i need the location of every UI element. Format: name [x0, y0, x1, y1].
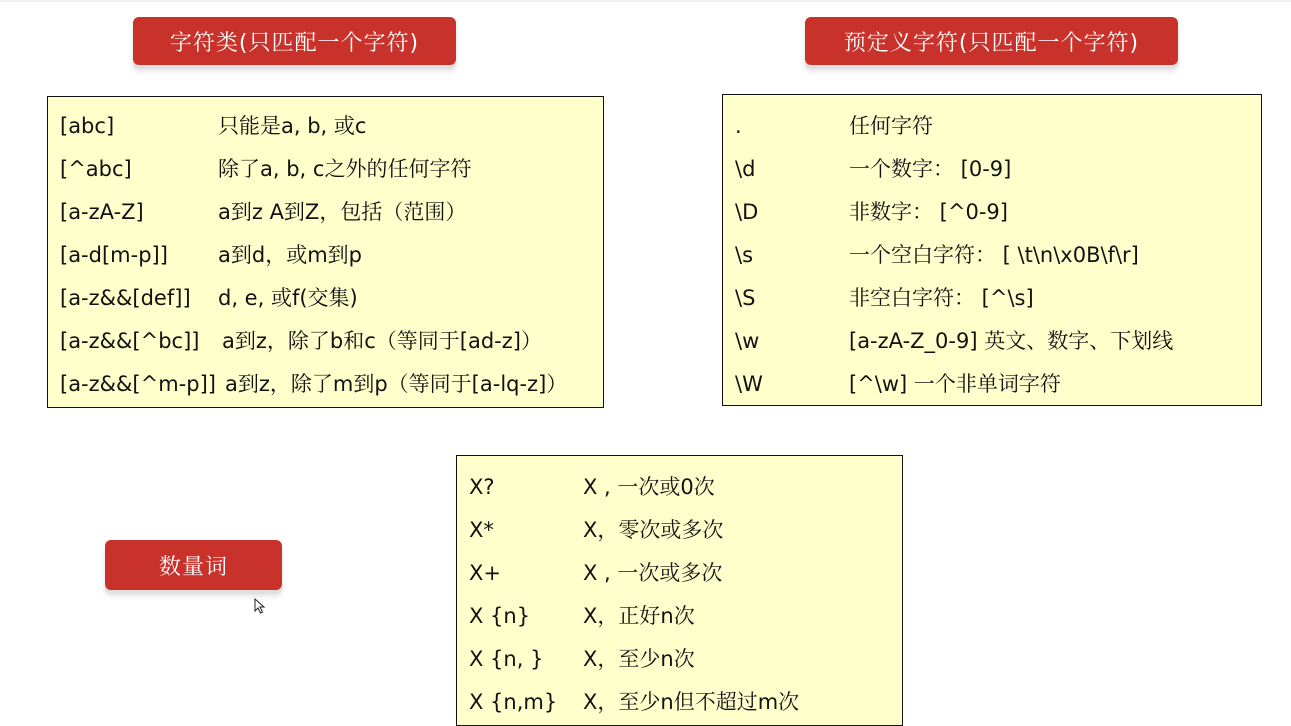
- character-class-title-badge: 字符类(只匹配一个字符): [133, 17, 456, 65]
- description-cell: a到z A到Z，包括（范围）: [218, 200, 467, 224]
- table-row: [723, 277, 1261, 320]
- table-row: [457, 466, 902, 509]
- pattern-cell: X*: [469, 518, 494, 542]
- predefined-chars-title-badge: 预定义字符(只匹配一个字符): [805, 17, 1178, 65]
- table-row: [723, 148, 1261, 191]
- description-cell: a到d，或m到p: [218, 243, 362, 267]
- description-cell: 一个空白字符： [ \t\n\x0B\f\r]: [849, 243, 1139, 267]
- quantifiers-table: [456, 455, 903, 726]
- description-cell: 一个数字： [0-9]: [849, 157, 1012, 181]
- pattern-cell: X {n,m}: [469, 690, 558, 714]
- description-cell: 只能是a, b, 或c: [218, 114, 367, 138]
- description-cell: [a-zA-Z_0-9] 英文、数字、下划线: [849, 329, 1174, 353]
- table-row: [723, 234, 1261, 277]
- description-cell: 除了a, b, c之外的任何字符: [218, 157, 472, 181]
- description-cell: 非数字： [^0-9]: [849, 200, 1008, 224]
- pattern-cell: \s: [735, 243, 754, 267]
- table-row: [48, 105, 603, 148]
- description-cell: X，至少n但不超过m次: [583, 690, 800, 714]
- description-cell: X，零次或多次: [583, 518, 724, 542]
- description-cell: d, e, 或f(交集): [218, 286, 358, 310]
- table-row: [723, 105, 1261, 148]
- description-cell: [^\w] 一个非单词字符: [849, 372, 1061, 396]
- table-row: [457, 595, 902, 638]
- description-cell: 任何字符: [849, 114, 933, 138]
- pattern-cell: [a-z&&[^bc]]: [60, 329, 200, 353]
- pattern-cell: \S: [735, 286, 756, 310]
- character-class-table: [47, 96, 604, 408]
- pattern-cell: [a-d[m-p]]: [60, 243, 168, 267]
- pattern-cell: [a-z&&[def]]: [60, 286, 191, 310]
- table-row: [457, 552, 902, 595]
- pattern-cell: [abc]: [60, 114, 115, 138]
- pattern-cell: \W: [735, 372, 763, 396]
- description-cell: X , 一次或0次: [583, 475, 715, 499]
- description-cell: a到z，除了m到p（等同于[a-lq-z]）: [225, 372, 568, 396]
- pattern-cell: X?: [469, 475, 495, 499]
- predefined-chars-table: [722, 94, 1262, 406]
- table-row: [48, 277, 603, 320]
- pattern-cell: [^abc]: [60, 157, 132, 181]
- table-row: [723, 363, 1261, 406]
- description-cell: X , 一次或多次: [583, 561, 723, 585]
- table-row: [48, 234, 603, 277]
- table-row: [48, 320, 603, 363]
- table-row: [457, 509, 902, 552]
- description-cell: X，正好n次: [583, 604, 695, 628]
- quantifiers-title-badge: 数量词: [105, 540, 282, 590]
- pattern-cell: \d: [735, 157, 756, 181]
- table-row: [457, 681, 902, 724]
- description-cell: X，至少n次: [583, 647, 695, 671]
- table-row: [48, 363, 603, 406]
- top-divider: [0, 0, 1291, 2]
- pattern-cell: \w: [735, 329, 760, 353]
- pattern-cell: X+: [469, 561, 501, 585]
- pattern-cell: [a-zA-Z]: [60, 200, 144, 224]
- pattern-cell: \D: [735, 200, 759, 224]
- description-cell: a到z，除了b和c（等同于[ad-z]）: [222, 329, 542, 353]
- pattern-cell: X {n}: [469, 604, 531, 628]
- mouse-pointer-icon: [254, 598, 266, 614]
- pattern-cell: [a-z&&[^m-p]]: [60, 372, 216, 396]
- table-row: [48, 191, 603, 234]
- table-row: [457, 638, 902, 681]
- description-cell: 非空白字符： [^\s]: [849, 286, 1034, 310]
- table-row: [723, 191, 1261, 234]
- table-row: [723, 320, 1261, 363]
- pattern-cell: .: [735, 114, 742, 138]
- pattern-cell: X {n, }: [469, 647, 544, 671]
- table-row: [48, 148, 603, 191]
